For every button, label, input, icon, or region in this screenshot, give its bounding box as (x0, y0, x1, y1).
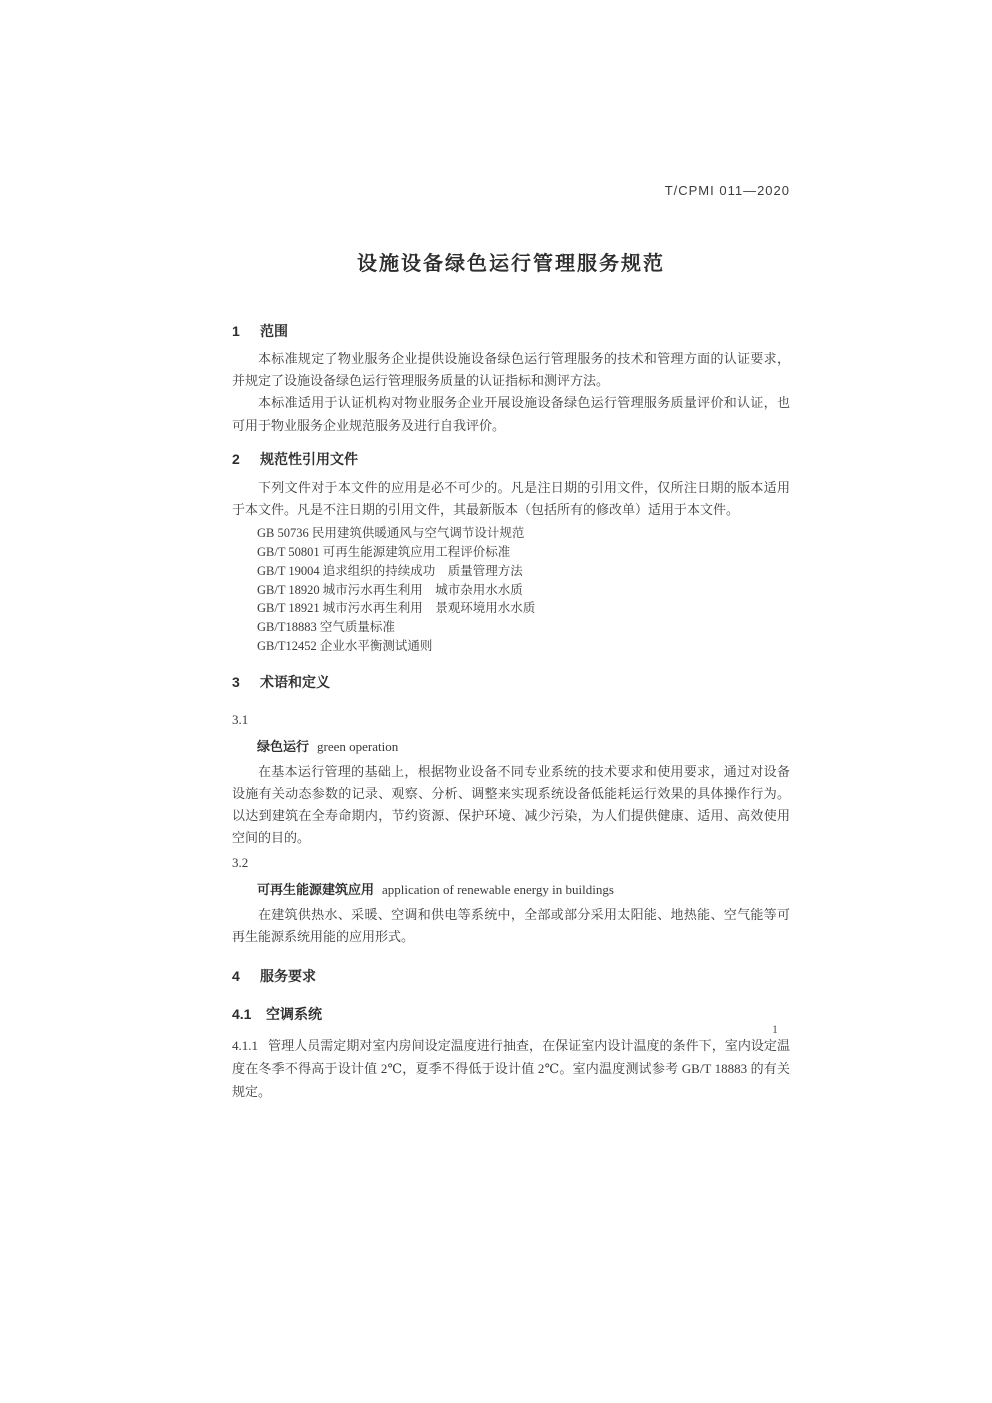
term-3-1-definition: 在基本运行管理的基础上，根据物业设备不同专业系统的技术要求和使用要求，通过对设备设施有关动态参数的记录、观察、分析、调整来实现系统设备低能耗运行效果的具体操作行为。以达到建筑在全寿命期内，节约资源、保护环境、减少污染，为人们提供健康、适用、高效使用空间的目的。 (232, 763, 790, 846)
section-4-heading (232, 966, 790, 986)
section-1-heading (232, 321, 790, 341)
section-1-title: 范围 (260, 323, 288, 339)
page-number: 1 (772, 1022, 778, 1036)
section-2-intro: 下列文件对于本文件的应用是必不可少的。凡是注日期的引用文件，仅所注日期的版本适用于本文件。凡是不注日期的引用文件，其最新版本（包括所有的修改单）适用于本文件。 (232, 479, 790, 518)
term-3-1-id: 3.1 (232, 711, 249, 727)
term-3-1-name (257, 738, 790, 756)
term-3-2-name (257, 881, 790, 899)
reference-item: GB/T12452 企业水平衡测试通则 (257, 639, 433, 653)
section-3-number: 3 (232, 673, 240, 690)
section-3-heading (232, 672, 790, 692)
term-3-2-zh: 可再生能源建筑应用 (257, 881, 375, 897)
section-1-paragraph: 本标准适用于认证机构对物业服务企业开展设施设备绿色运行管理服务质量评价和认证，也可用于物业服务企业规范服务及进行自我评价。 (232, 395, 790, 433)
term-3-1-en: green operation (317, 738, 399, 754)
normative-references-list (257, 524, 790, 656)
section-4-1-heading (232, 1004, 790, 1024)
clause-4-1-1-number: 4.1.1 (232, 1038, 258, 1054)
reference-item: GB/T 50801 可再生能源建筑应用工程评价标准 (257, 545, 511, 560)
section-4-1-title: 空调系统 (266, 1006, 322, 1023)
term-3-1-zh: 绿色运行 (257, 738, 310, 754)
section-2-number: 2 (232, 450, 240, 467)
term-3-2-definition: 在建筑供热水、采暖、空调和供电等系统中，全部或部分采用太阳能、地热能、空气能等可再生能源系统用能的应用形式。 (232, 906, 790, 944)
section-3-title: 术语和定义 (260, 673, 330, 690)
section-4-1-number: 4.1 (232, 1006, 252, 1023)
clause-4-1-1-text: 管理人员需定期对室内房间设定温度进行抽查，在保证室内设计温度的条件下，室内设定温度在冬季不得高于设计值 2℃，夏季不得低于设计值 2℃。室内温度测试参考 GB/T 18883 的有关规定。 (232, 1038, 790, 1100)
section-1-number: 1 (232, 323, 240, 339)
reference-item: GB/T18883 空气质量标准 (257, 620, 395, 635)
section-1-paragraph: 本标准规定了物业服务企业提供设施设备绿色运行管理服务的技术和管理方面的认证要求，并规定了设施设备绿色运行管理服务质量的认证指标和测评方法。 (232, 351, 790, 389)
section-2-title: 规范性引用文件 (260, 450, 358, 467)
reference-item: GB/T 19004 追求组织的持续成功 质量管理方法 (257, 563, 523, 578)
clause-4-1-1 (232, 1034, 790, 1103)
reference-item: GB/T 18921 城市污水再生利用 景观环境用水水质 (257, 601, 536, 616)
reference-item: GB 50736 民用建筑供暖通风与空气调节设计规范 (257, 526, 525, 541)
document-title: 设施设备绿色运行管理服务规范 (357, 253, 665, 275)
section-4-title: 服务要求 (260, 968, 316, 985)
section-2-heading (232, 449, 790, 469)
section-4-number: 4 (232, 968, 240, 985)
page-content (232, 0, 790, 1103)
term-3-2-id: 3.2 (232, 854, 249, 870)
reference-item: GB/T 18920 城市污水再生利用 城市杂用水水质 (257, 582, 523, 597)
doc-code: T/CPMI 011—2020 (664, 183, 790, 198)
term-3-2-en: application of renewable energy in buildings (382, 881, 614, 897)
